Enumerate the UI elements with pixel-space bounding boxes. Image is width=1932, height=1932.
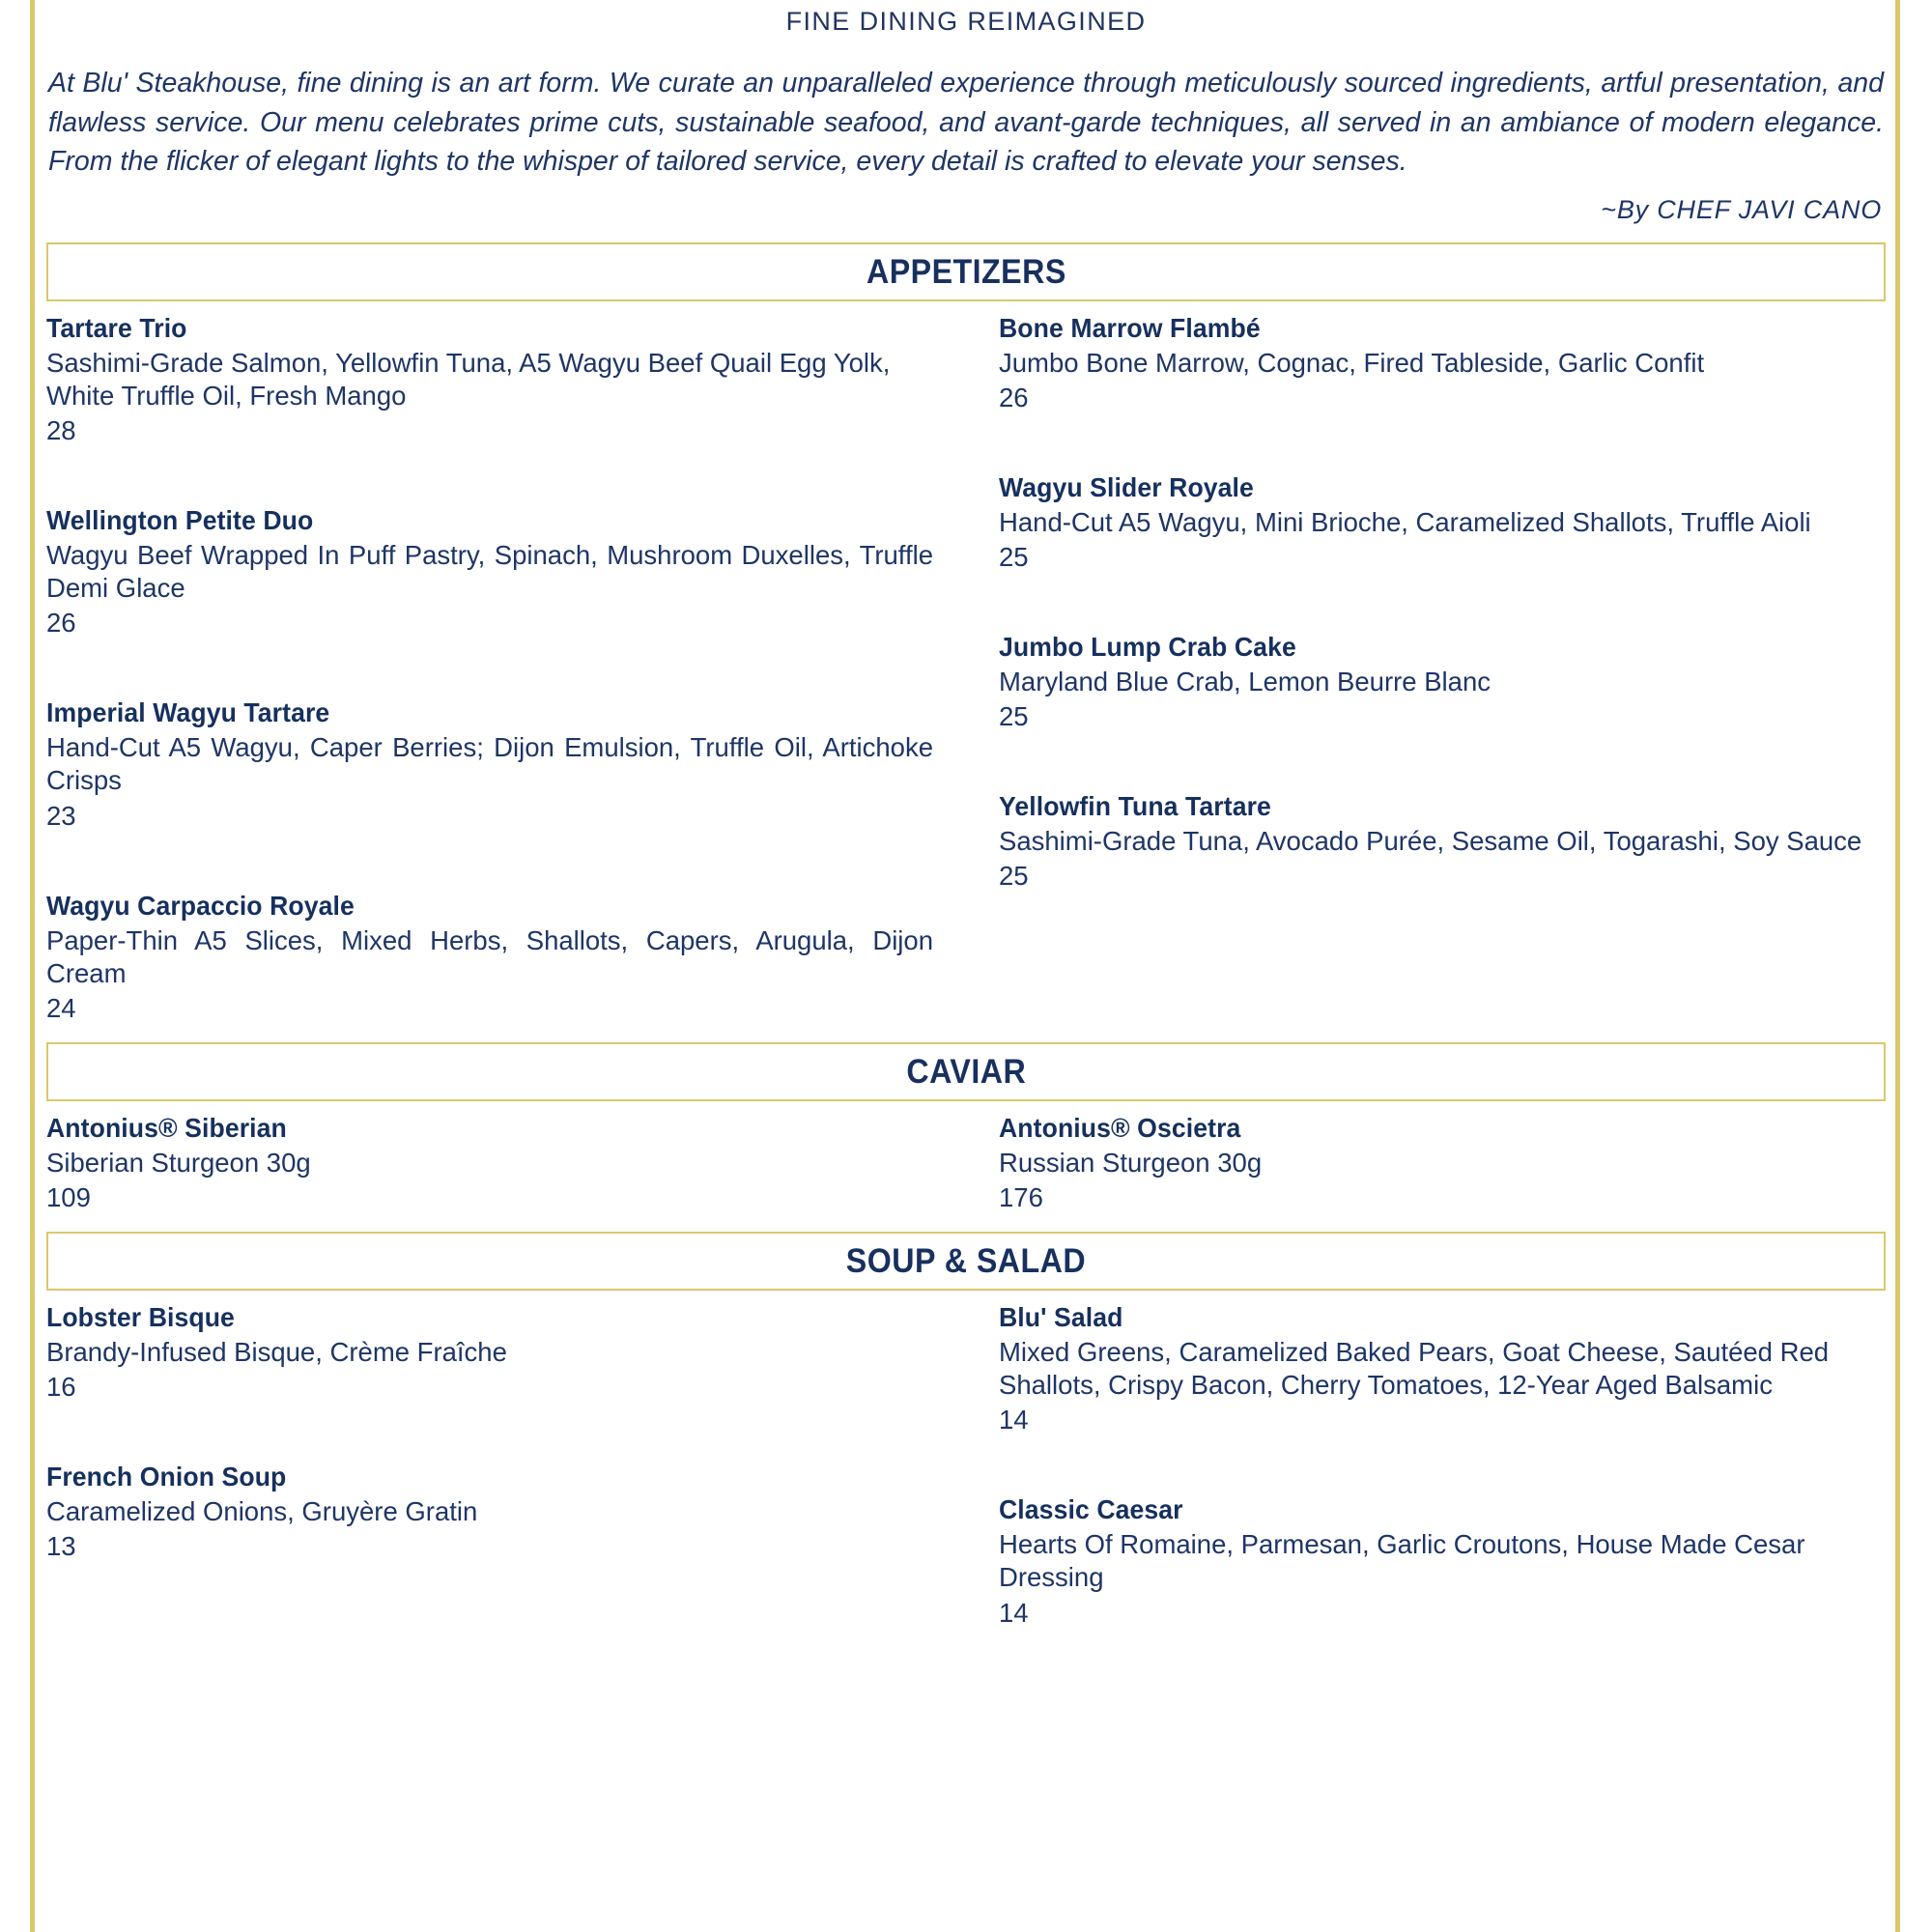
menu-item-description: Hand-Cut A5 Wagyu, Caper Berries; Dijon Emulsion, Truffle Oil, Artichoke Crisps [46,732,933,796]
menu-item [46,1300,933,1404]
section-body-caviar [46,1111,1886,1214]
menu-content [43,0,1889,1932]
menu-item-price: 26 [46,608,76,639]
menu-item [46,503,933,639]
menu-item [46,889,933,1025]
chef-byline: ~By CHEF JAVI CANO [1601,194,1882,224]
menu-item-name: Lobster Bisque [46,1302,235,1333]
menu-item [999,311,1886,414]
menu-item-name: Tartare Trio [46,312,187,343]
menu-item-price: 25 [999,542,1029,573]
menu-item [46,1111,933,1214]
menu-item-price: 24 [46,992,76,1023]
menu-item-price: 109 [46,1182,91,1213]
section-title: APPETIZERS [866,252,1066,291]
menu-item-name: Imperial Wagyu Tartare [46,697,330,728]
menu-item-name: Antonius® Oscietra [999,1112,1241,1143]
page-left-border-rule [30,0,35,1932]
menu-item-description: Paper-Thin A5 Slices, Mixed Herbs, Shallots, Capers, Arugula, Dijon Cream [46,924,933,988]
menu-item-description: Hearts Of Romaine, Parmesan, Garlic Croutons, House Made Cesar Dressing [999,1529,1805,1593]
section-body-appetizers [46,311,1886,1025]
menu-column-right [999,1111,1886,1214]
menu-item-price: 28 [46,414,76,445]
menu-item-description: Wagyu Beef Wrapped In Puff Pastry, Spinach, Mushroom Duxelles, Truffle Demi Glace [46,540,933,604]
menu-item [999,1492,1886,1629]
menu-column-right [999,311,1886,894]
menu-item-name: Bone Marrow Flambé [999,312,1261,343]
menu-item-price: 16 [46,1372,76,1403]
menu-item-name: French Onion Soup [46,1462,287,1492]
section-title: SOUP & SALAD [845,1242,1087,1281]
menu-item-description: Maryland Blue Crab, Lemon Beurre Blanc [999,667,1492,697]
menu-item [46,696,933,832]
page-kicker: FINE DINING REIMAGINED [785,7,1147,36]
section-title: CAVIAR [906,1052,1026,1091]
intro-paragraph: At Blu' Steakhouse, fine dining is an art form. We curate an unparalleled experience through meticulously sourced ingredients, artful presentation, and flawless service. Our menu celebrates prime cuts, sustainable seafood, and avant-garde techniques, all served in an ambiance of modern elegance. From the flicker of elegant lights to the whisper of tailored service, every detail is crafted to elevate your senses. [48,68,1884,178]
menu-column-left [46,1111,933,1214]
menu-item-price: 13 [46,1531,76,1562]
menu-item-name: Classic Caesar [999,1494,1183,1525]
menu-item-price: 25 [999,861,1029,892]
menu-item [999,1111,1886,1214]
menu-item-price: 23 [46,800,76,831]
section-header-appetizers [46,242,1886,301]
menu-item-price: 14 [999,1405,1029,1435]
menu-item-name: Wagyu Slider Royale [999,471,1254,502]
menu-item [999,470,1886,574]
page-right-border-rule [1895,0,1900,1932]
section-header-caviar [46,1042,1886,1101]
menu-item [999,789,1886,893]
menu-item-description: Mixed Greens, Caramelized Baked Pears, Goat Cheese, Sautéed Red Shallots, Crispy Bacon, Cherry Tomatoes, 12-Year Aged Balsamic [999,1337,1830,1401]
menu-column-left [46,1300,933,1563]
menu-item-name: Wagyu Carpaccio Royale [46,890,355,921]
menu-item-price: 176 [999,1182,1043,1213]
menu-item-description: Russian Sturgeon 30g [999,1147,1263,1178]
menu-item-price: 14 [999,1597,1029,1628]
menu-item-description: Siberian Sturgeon 30g [46,1147,311,1178]
section-body-soup-and-salad [46,1300,1886,1630]
menu-item-description: Brandy-Infused Bisque, Crème Fraîche [46,1337,507,1368]
menu-item-price: 25 [999,701,1029,732]
menu-item [999,630,1886,733]
menu-item-description: Caramelized Onions, Gruyère Gratin [46,1496,478,1527]
menu-item-price: 26 [999,382,1029,412]
menu-column-right [999,1300,1886,1630]
menu-item-name: Blu' Salad [999,1302,1123,1333]
section-header-soup-and-salad [46,1232,1886,1291]
menu-column-left [46,311,933,1025]
menu-item-description: Jumbo Bone Marrow, Cognac, Fired Tableside, Garlic Confit [999,347,1705,378]
menu-item-description: Sashimi-Grade Tuna, Avocado Purée, Sesame Oil, Togarashi, Soy Sauce [999,826,1862,857]
menu-item [46,1460,933,1563]
menu-item [46,311,933,447]
menu-item-description: Hand-Cut A5 Wagyu, Mini Brioche, Caramelized Shallots, Truffle Aioli [999,506,1811,537]
menu-item [999,1300,1886,1436]
menu-item-description: Sashimi-Grade Salmon, Yellowfin Tuna, A5 Wagyu Beef Quail Egg Yolk, White Truffle Oil, Fresh Mango [46,347,891,411]
menu-item-name: Jumbo Lump Crab Cake [999,632,1296,663]
menu-item-name: Wellington Petite Duo [46,505,314,536]
menu-item-name: Yellowfin Tuna Tartare [999,791,1271,822]
menu-item-name: Antonius® Siberian [46,1112,287,1143]
